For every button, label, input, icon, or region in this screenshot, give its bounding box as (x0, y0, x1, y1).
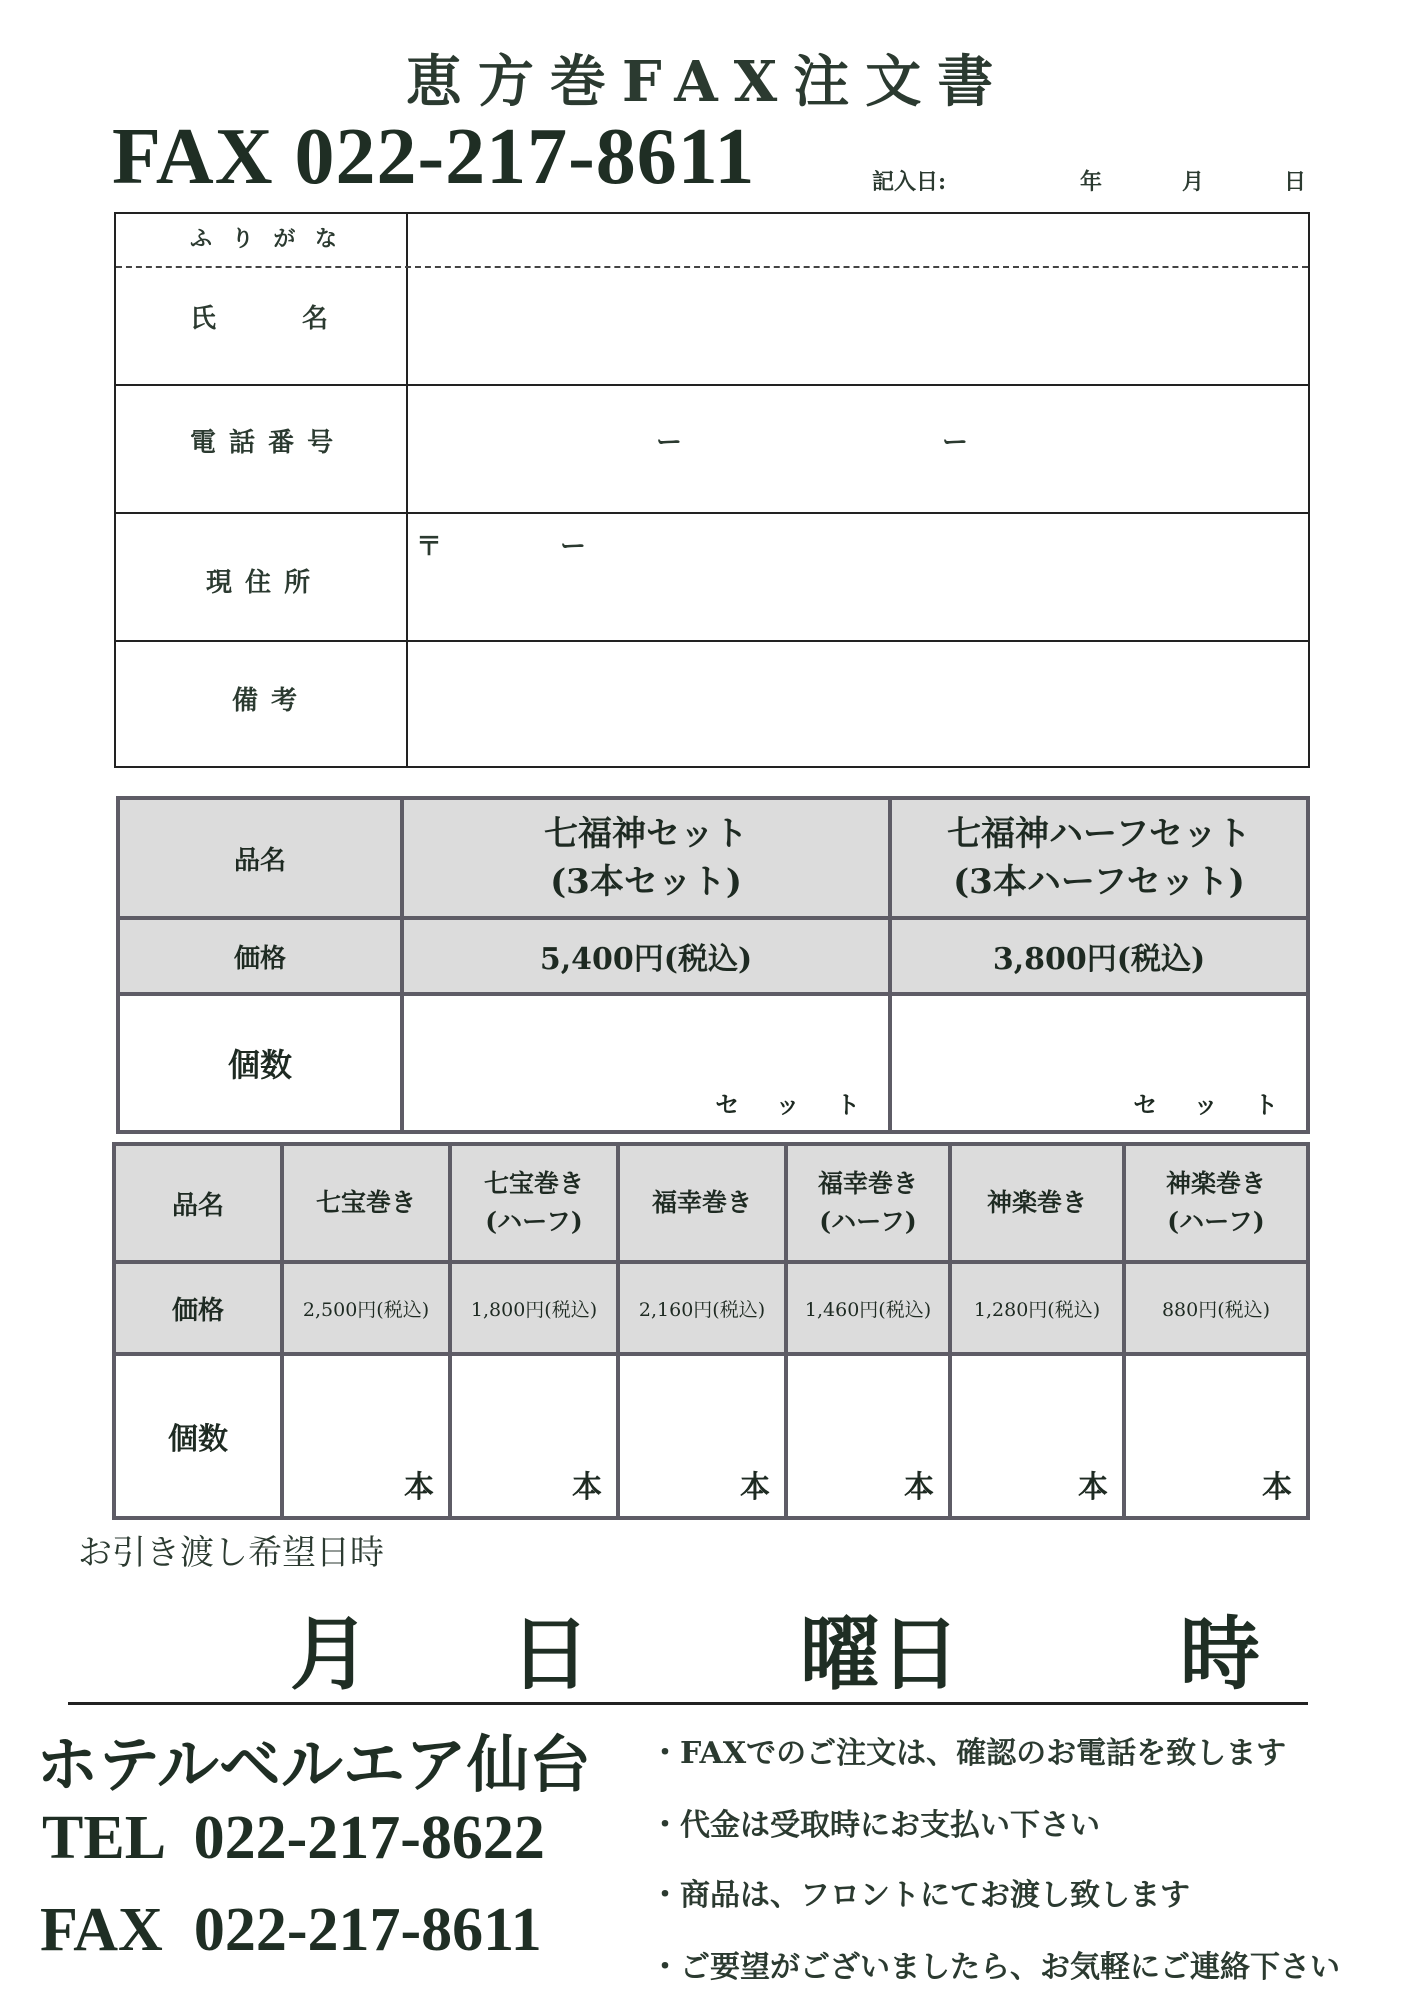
date-month: 月 (1182, 169, 1205, 195)
phone-separator-2: ー (942, 428, 971, 458)
divider (68, 1702, 1308, 1705)
set-price-label: 価格 (118, 918, 402, 994)
roll-item-name: 七宝巻き (ハーフ) (450, 1144, 618, 1262)
date-label: 記入日: (872, 169, 947, 195)
hotel-tel: TEL 022-217-8622 (42, 1804, 545, 1872)
roll-item-name: 福幸巻き (618, 1144, 786, 1262)
remarks-row (116, 640, 1308, 766)
set-qty-field[interactable] (890, 994, 1308, 1132)
remarks-label: 備 考 (232, 686, 300, 716)
set-unit: セ ッ ト (715, 1090, 874, 1119)
fax-number-header: FAX 022-217-8611 (112, 113, 756, 201)
set-item-name: 七福神セット (3本セット) (402, 798, 890, 918)
roll-qty-field[interactable] (1124, 1354, 1308, 1518)
postal-separator: ー (560, 532, 589, 562)
roll-products-table (112, 1142, 1310, 1520)
roll-qty-field[interactable] (450, 1354, 618, 1518)
page-title: 恵方巻FAX注文書 (405, 49, 1010, 115)
set-item-price: 3,800円(税込) (890, 918, 1308, 994)
address-field[interactable] (408, 512, 1308, 640)
roll-item-price: 1,800円(税込) (450, 1262, 618, 1354)
postal-mark: 〒 (416, 532, 445, 562)
set-name-label: 品名 (118, 798, 402, 918)
roll-unit: 本 (404, 1470, 434, 1505)
roll-qty-label: 個数 (114, 1354, 282, 1518)
roll-item-name: 七宝巻き (282, 1144, 450, 1262)
roll-qty-field[interactable] (950, 1354, 1124, 1518)
roll-unit: 本 (740, 1470, 770, 1505)
roll-qty-row (114, 1354, 1308, 1518)
roll-item-name: 福幸巻き (ハーフ) (786, 1144, 950, 1262)
phone-label: 電 話 番 号 (190, 428, 336, 458)
roll-price-row (114, 1262, 1308, 1354)
roll-item-price: 1,460円(税込) (786, 1262, 950, 1354)
roll-qty-field[interactable] (282, 1354, 450, 1518)
set-unit: セ ッ ト (1133, 1090, 1292, 1119)
note-item: ・ご要望がございましたら、お気軽にご連絡下さい (650, 1950, 1340, 1985)
set-name-row (118, 798, 1308, 918)
roll-qty-field[interactable] (618, 1354, 786, 1518)
pickup-hour: 時 (1180, 1607, 1260, 1701)
phone-separator-1: ー (656, 428, 685, 458)
date-day: 日 (1284, 169, 1307, 195)
name-field[interactable] (408, 268, 1308, 384)
remarks-field[interactable] (408, 640, 1308, 766)
name-label: 氏 名 (190, 304, 331, 334)
hotel-name: ホテルベルエア仙台 (36, 1728, 591, 1801)
roll-item-name: 神楽巻き (950, 1144, 1124, 1262)
roll-qty-field[interactable] (786, 1354, 950, 1518)
address-label: 現 住 所 (206, 568, 313, 598)
furigana-label: ふ り が な (190, 226, 343, 252)
furigana-field[interactable] (408, 214, 1308, 266)
set-item-name: 七福神ハーフセット (3本ハーフセット) (890, 798, 1308, 918)
name-row (116, 214, 1308, 386)
roll-item-price: 880円(税込) (1124, 1262, 1308, 1354)
set-item-price: 5,400円(税込) (402, 918, 890, 994)
roll-unit: 本 (1078, 1470, 1108, 1505)
roll-unit: 本 (1262, 1470, 1292, 1505)
roll-unit: 本 (572, 1470, 602, 1505)
note-item: ・代金は受取時にお支払い下さい (650, 1808, 1100, 1843)
roll-item-name: 神楽巻き (ハーフ) (1124, 1144, 1308, 1262)
set-qty-row (118, 994, 1308, 1132)
date-year: 年 (1080, 169, 1103, 195)
set-price-row (118, 918, 1308, 994)
roll-item-price: 1,280円(税込) (950, 1262, 1124, 1354)
set-qty-field[interactable] (402, 994, 890, 1132)
roll-name-row (114, 1144, 1308, 1262)
roll-name-label: 品名 (114, 1144, 282, 1262)
set-products-table (116, 796, 1310, 1134)
pickup-label: お引き渡し希望日時 (78, 1533, 384, 1573)
hotel-fax: FAX 022-217-8611 (40, 1896, 542, 1964)
pickup-weekday: 曜日 (800, 1607, 960, 1701)
phone-field[interactable] (408, 384, 1308, 512)
phone-row (116, 384, 1308, 514)
customer-info-form (114, 212, 1310, 768)
note-item: ・FAXでのご注文は、確認のお電話を致します (650, 1736, 1287, 1771)
pickup-day: 日 (510, 1607, 590, 1701)
roll-item-price: 2,500円(税込) (282, 1262, 450, 1354)
roll-price-label: 価格 (114, 1262, 282, 1354)
roll-item-price: 2,160円(税込) (618, 1262, 786, 1354)
roll-unit: 本 (904, 1470, 934, 1505)
pickup-month: 月 (290, 1607, 370, 1701)
set-qty-label: 個数 (118, 994, 402, 1132)
address-row (116, 512, 1308, 642)
note-item: ・商品は、フロントにてお渡し致します (650, 1878, 1190, 1913)
